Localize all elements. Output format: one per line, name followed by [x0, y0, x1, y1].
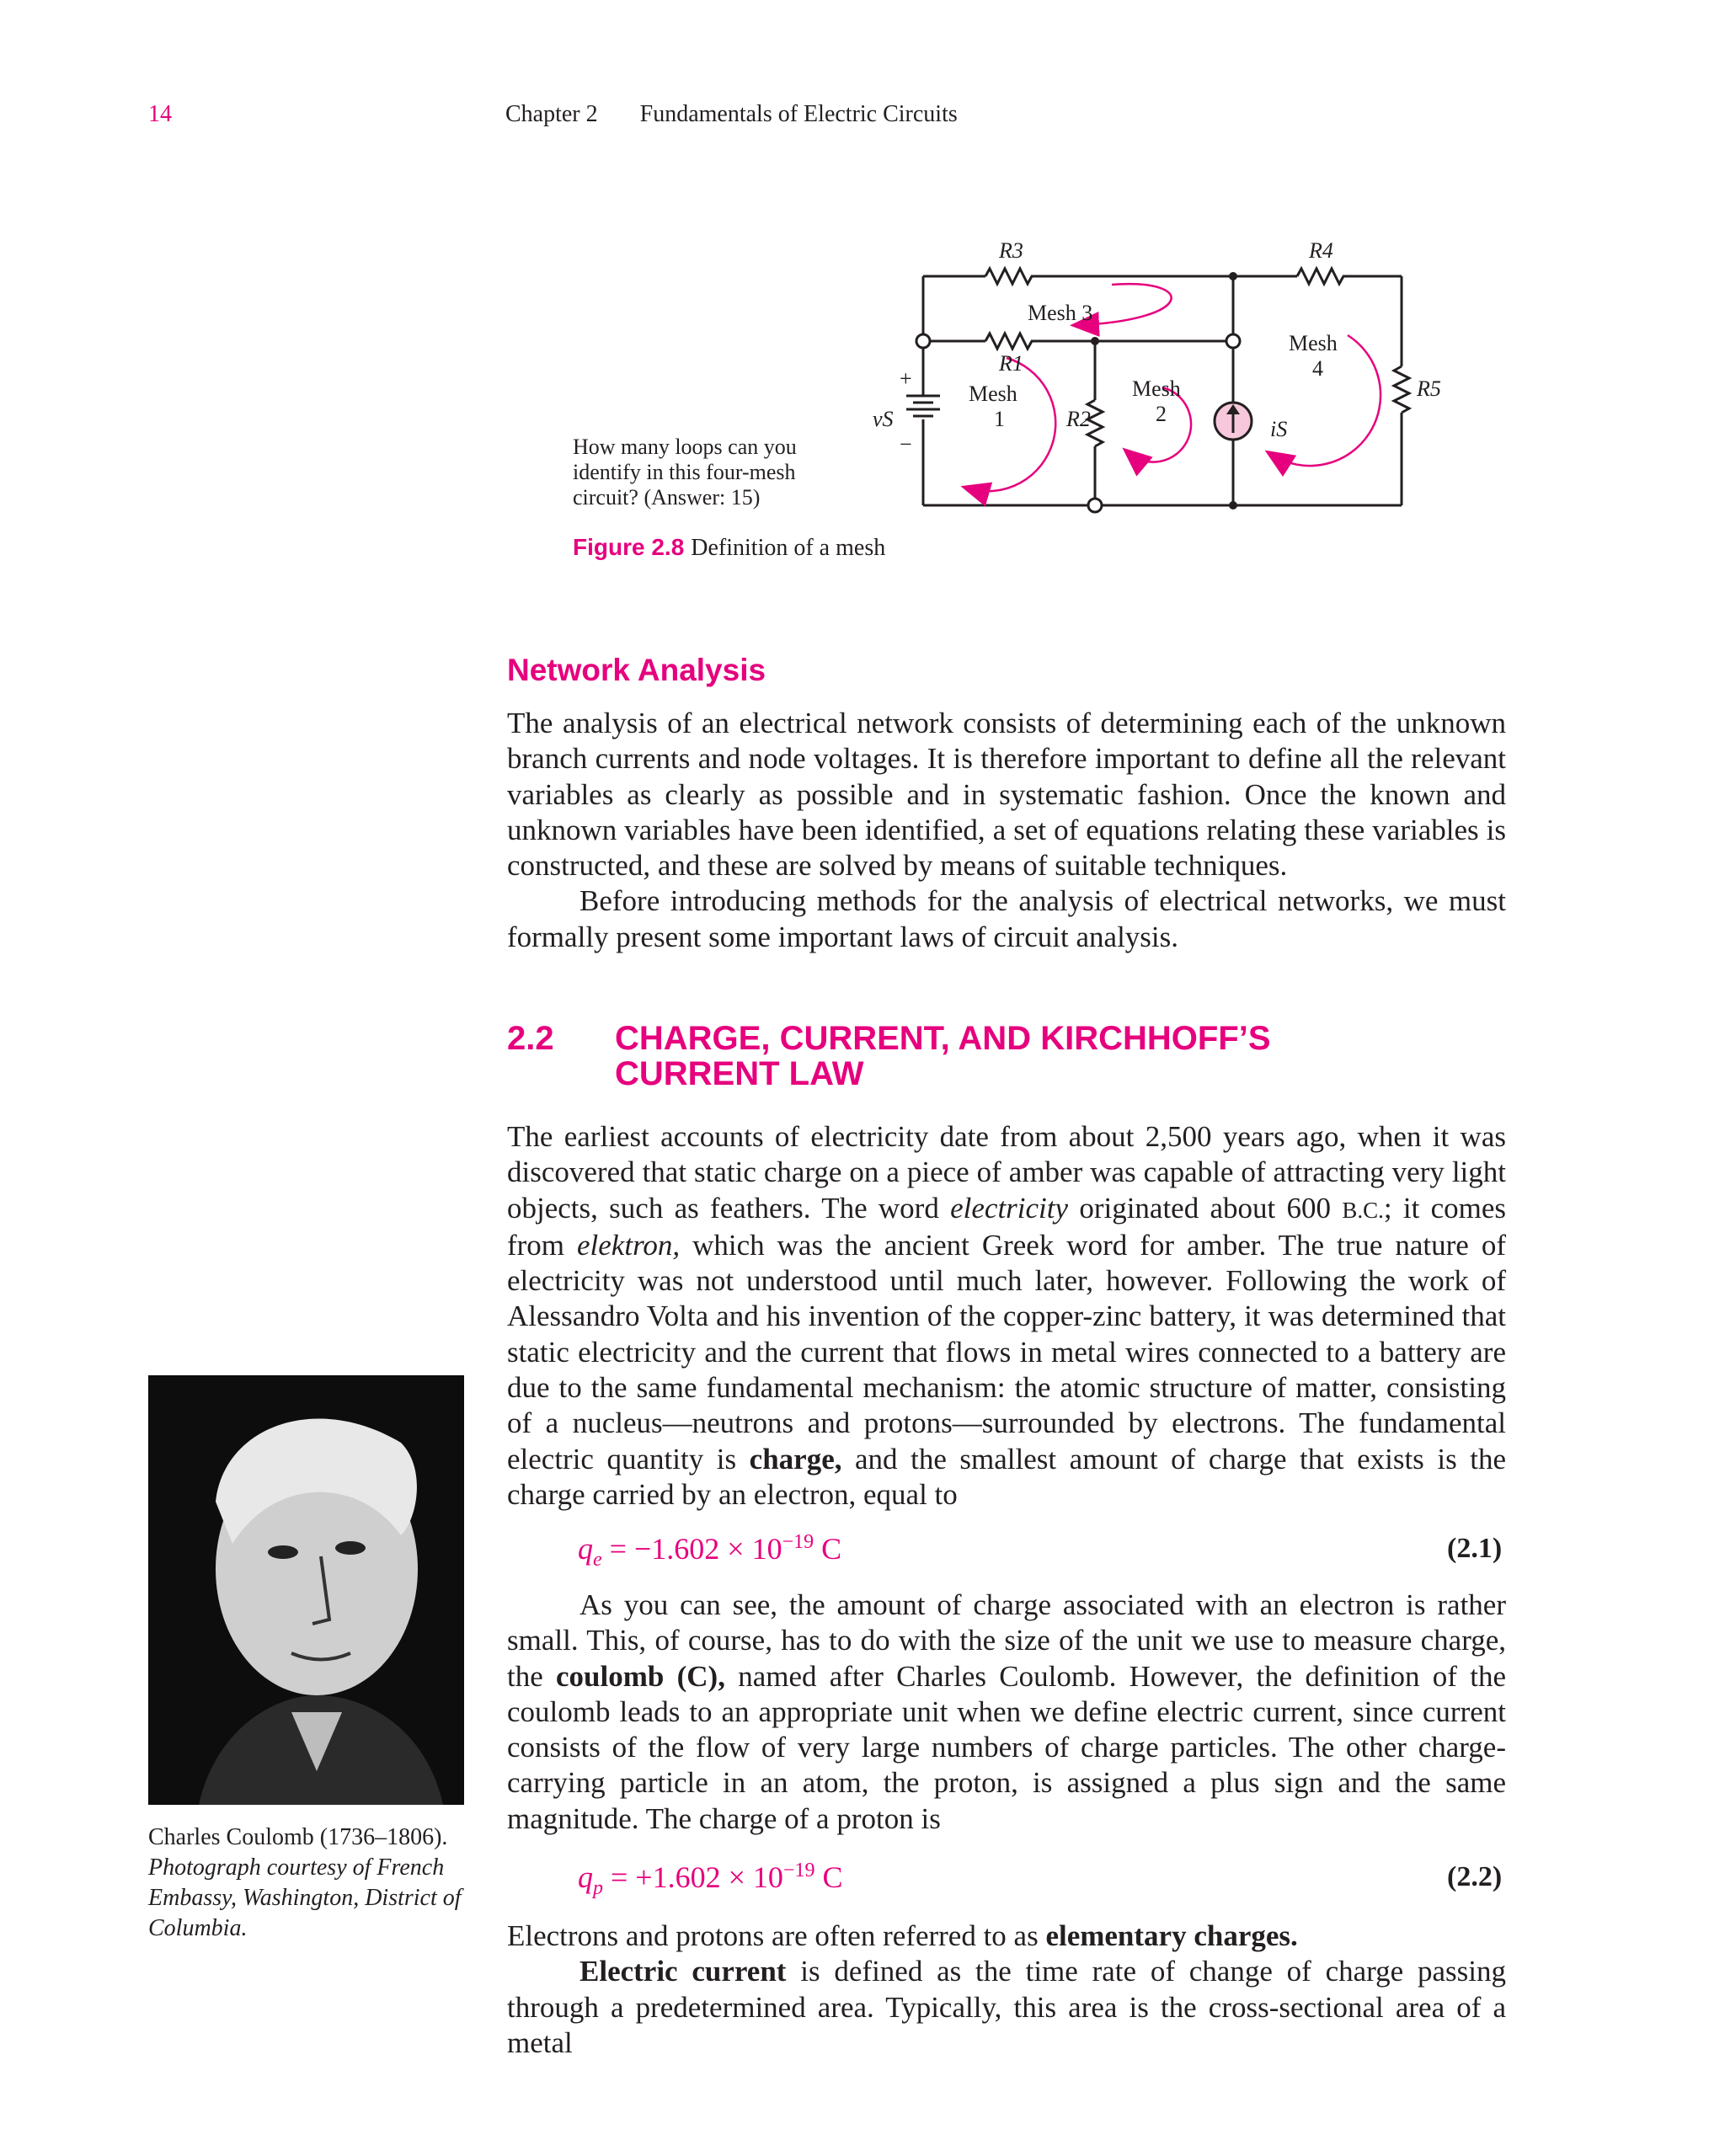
emphasis: elektron, [577, 1228, 681, 1262]
section-paragraph-3 [507, 1919, 1506, 2061]
equation-number-2-2: (2.2) [1447, 1861, 1503, 1892]
label-r2: R2 [1066, 407, 1091, 431]
eq1-unit: C [821, 1532, 842, 1566]
eq1-lhs: $q_e$ [578, 1532, 602, 1572]
network-paragraph-1: The analysis of an electrical network consists of determining each of the unknown branch currents and node voltages. It is therefore important to define all the relevant variables as clearly as possible and in systematic fashion. Once the known and unknown variables have been identified, a set of equations relating these variables is constructed, and these are solved by means of suitable techniques. [507, 707, 1506, 883]
label-mesh4b: 4 [1312, 356, 1323, 381]
label-minus: − [900, 432, 912, 456]
text-run: which was the ancient Greek word for amber. The true nature of electricity was not understood until much later, however. Following the work of Alessandro Volta and his invention of the copper-zinc battery, it was determined that static electricity and the current that flows in metal wires connected to a battery are due to the same fundamental mechanism: the atomic structure of matter, consisting of a nucleus—neutrons and protons—surrounded by electrons. The fundamental electric quantity is [507, 1228, 1506, 1476]
label-r1: R1 [999, 351, 1023, 376]
label-mesh4a: Mesh [1289, 331, 1338, 355]
coulomb-portrait-image [148, 1375, 464, 1805]
eq1-exp: −19 [782, 1531, 814, 1553]
page-number: 14 [148, 101, 172, 127]
section-number: 2.2 [507, 1020, 554, 1057]
bold-term: charge, [749, 1442, 842, 1476]
equation-2-2 [578, 1860, 842, 1900]
portrait-caption-credit: Photograph courtesy of French Embassy, Washington, District of Columbia. [148, 1854, 462, 1941]
eq2-rhs: = +1.602 × 10 [611, 1860, 783, 1894]
eq2-unit: C [822, 1860, 843, 1894]
chapter-title: Fundamentals of Electric Circuits [639, 101, 958, 127]
eq1-rhs: = −1.602 × 10 [609, 1532, 782, 1566]
section-title-line2: CURRENT LAW [615, 1055, 864, 1092]
small-caps: B.C. [1342, 1197, 1384, 1223]
figure-question: How many loops can you identify in this four-mesh circuit? (Answer: 15) [573, 435, 797, 510]
figure-caption [573, 534, 885, 562]
label-mesh1a: Mesh [969, 382, 1017, 406]
figure-label: Figure 2.8 [573, 534, 685, 560]
text-run: As you can see, the amount of charge associated with an electron is rather small. This, of course, has to do with the size of the unit we use to measure charge, the [507, 1588, 1506, 1693]
section-paragraph-1 [507, 1119, 1506, 1513]
chapter-label: Chapter 2 [505, 101, 598, 127]
network-analysis-heading: Network Analysis [507, 653, 766, 687]
network-analysis-body [507, 706, 1506, 955]
label-vs: vS [873, 407, 894, 431]
label-is: iS [1270, 417, 1288, 441]
label-mesh1b: 1 [994, 407, 1005, 431]
label-mesh2b: 2 [1156, 402, 1167, 426]
figure-caption-text: Definition of a mesh [691, 535, 886, 561]
label-r3: R3 [999, 238, 1023, 263]
label-plus: + [900, 366, 912, 391]
section-paragraph-2 [507, 1588, 1506, 1837]
text-run: originated about 600 [1068, 1191, 1343, 1225]
text-run: is defined as the time rate of change of charge passing through a predetermined area. Typically, this area is the cross-sectional area of a metal [507, 1955, 1506, 2059]
text-run: ; it comes from [507, 1191, 1506, 1262]
section-title-line1: CHARGE, CURRENT, AND KIRCHHOFF’S [615, 1020, 1271, 1057]
label-mesh3: Mesh 3 [1028, 301, 1093, 325]
text-run: named after Charles Coulomb. However, the definition of the coulomb leads to an appropriate unit when we define electric current, since current consists of the flow of very large numbers of charge particles. The other charge-carrying particle in an atom, the proton, is assigned a plus sign and the same magnitude. The charge of a proton is [507, 1659, 1506, 1835]
label-mesh2a: Mesh [1132, 376, 1181, 401]
label-r4: R4 [1309, 238, 1333, 263]
text-run: Electrons and protons are often referred to as [507, 1919, 1046, 1952]
eq2-exp: −19 [782, 1860, 815, 1881]
equation-2-1 [578, 1531, 841, 1572]
label-r5: R5 [1417, 376, 1441, 401]
text-run: and the smallest amount of charge that exists is the charge carried by an electron, equal to [507, 1442, 1506, 1511]
network-paragraph-2: Before introducing methods for the analysis of electrical networks, we must formally present some important laws of circuit analysis. [507, 884, 1506, 953]
eq2-lhs: $q_p$ [578, 1860, 603, 1900]
bold-term: elementary charges. [1045, 1919, 1298, 1952]
equation-number-2-1: (2.1) [1447, 1533, 1503, 1564]
mesh-circuit-diagram [842, 236, 1482, 522]
bold-term: Electric current [579, 1955, 787, 1988]
bold-term: coulomb (C), [556, 1659, 725, 1693]
text-run: The earliest accounts of electricity date from about 2,500 years ago, when it was discovered that static charge on a piece of amber was capable of attracting very light objects, such as feathers. The word [507, 1120, 1506, 1225]
section-heading [507, 1021, 1271, 1091]
portrait-caption [148, 1822, 477, 1944]
running-header [505, 101, 958, 128]
portrait-caption-name: Charles Coulomb (1736–1806). [148, 1824, 448, 1850]
emphasis: electricity [950, 1191, 1069, 1225]
